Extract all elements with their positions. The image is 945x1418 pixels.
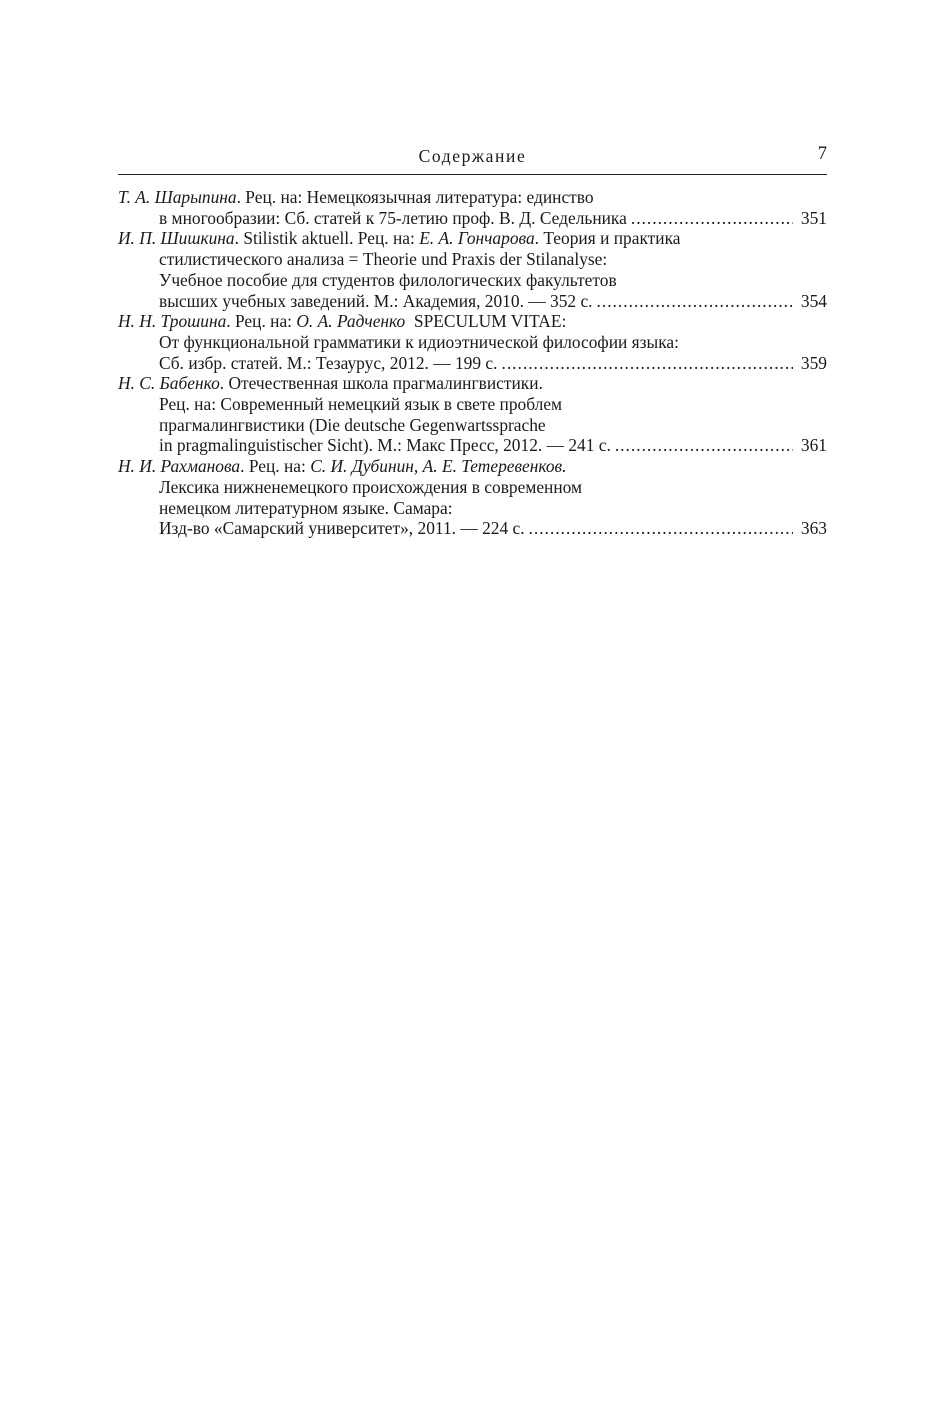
toc-entry-line: [118, 228, 827, 249]
toc-entry-line: Рец. на: Современный немецкий язык в свете проблем: [159, 394, 563, 415]
toc-entry-line: От функциональной грамматики к идиоэтнической философии языка:: [159, 331, 679, 352]
toc-entry-author: И. П. Шишкина: [118, 228, 235, 249]
toc-entry-text: in pragmalinguistischer Sicht). М.: Макс Пресс, 2012. — 241 с.: [159, 435, 611, 456]
toc-entry-page: 363: [800, 518, 827, 539]
toc-entry-text: SPECULUM VITAE:: [405, 311, 567, 332]
toc-entry-text: . Теория и практика: [534, 228, 681, 249]
toc-entry-text: . Отечественная школа прагмалингвистики.: [219, 373, 543, 394]
dot-leader: [615, 435, 793, 456]
toc-entry-line: [118, 208, 827, 229]
page-number: 7: [817, 144, 827, 164]
toc-entry-line: [118, 187, 827, 208]
toc-entry-line: Лексика нижненемецкого происхождения в современном: [159, 476, 583, 497]
table-of-contents: [118, 187, 827, 539]
toc-entry-line: [118, 311, 827, 332]
toc-entry-line: Учебное пособие для студентов филологических факультетов: [159, 269, 617, 290]
toc-entry-text: . Рец. на: Немецкоязычная литература: единство: [236, 187, 594, 207]
toc-entry-author: Н. С. Бабенко: [118, 373, 220, 394]
toc-entry-line: немецком литературном языке. Самара:: [159, 497, 453, 518]
toc-entry-text: . Stilistik aktuell. Рец. на:: [234, 228, 420, 249]
toc-entry-text: высших учебных заведений. М.: Академия, 2010. — 352 с.: [159, 290, 593, 311]
toc-entry-author: Н. И. Рахманова: [118, 456, 241, 477]
toc-entry-page: 354: [800, 290, 827, 311]
toc-entry-line: [118, 435, 827, 456]
toc-entry-author: Н. Н. Трошина: [118, 311, 227, 332]
toc-entry[interactable]: [118, 456, 827, 539]
toc-entry-line: [118, 518, 827, 539]
dot-leader: [501, 353, 793, 374]
toc-entry-author: Т. А. Шарыпина: [118, 187, 237, 207]
toc-entry-reviewed-author: О. А. Радченко: [296, 311, 406, 332]
document-page: [118, 140, 827, 539]
toc-entry-page: 359: [800, 352, 827, 373]
dot-leader: [597, 291, 793, 312]
running-header: [118, 140, 827, 175]
toc-entry-line: прагмалингвистики (Die deutsche Gegenwartssprache: [159, 414, 546, 435]
toc-entry-text: . Рец. на:: [240, 456, 311, 477]
toc-entry-page: 351: [800, 207, 827, 228]
running-title: Содержание: [418, 146, 527, 166]
toc-entry[interactable]: [118, 311, 827, 373]
toc-entry-line: [118, 353, 827, 374]
toc-entry-reviewed-author: С. И. Дубинин, А. Е. Тетеревенков.: [310, 456, 567, 477]
toc-entry-line: стилистического анализа = Theorie und Praxis der Stilanalyse:: [159, 249, 608, 270]
toc-entry-line: [118, 456, 827, 477]
toc-entry[interactable]: [118, 373, 827, 456]
toc-entry-text: Изд-во «Самарский университет», 2011. — 224 с.: [159, 518, 525, 539]
dot-leader: [631, 208, 793, 229]
toc-entry-reviewed-author: Е. А. Гончарова: [419, 228, 535, 249]
toc-entry-text: Сб. избр. статей. М.: Тезаурус, 2012. — 199 с.: [159, 352, 498, 373]
toc-entry-line: [118, 291, 827, 312]
toc-entry-line: [118, 373, 827, 394]
toc-entry[interactable]: [118, 228, 827, 311]
toc-entry-text: в многообразии: Сб. статей к 75-летию проф. В. Д. Седельника: [159, 207, 627, 228]
dot-leader: [529, 518, 793, 539]
toc-entry[interactable]: [118, 187, 827, 228]
toc-entry-text: . Рец. на:: [226, 311, 297, 332]
toc-entry-page: 361: [800, 435, 827, 456]
